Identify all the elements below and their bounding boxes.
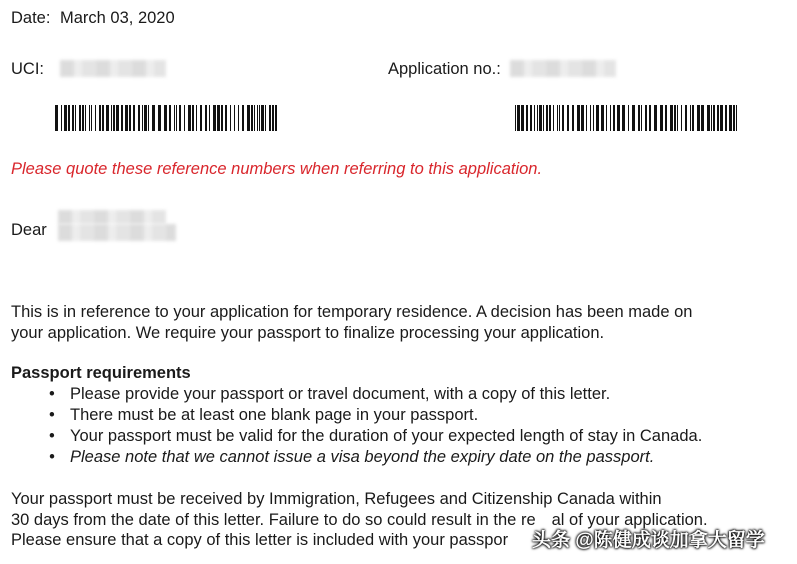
- barcode-bar: [517, 105, 520, 131]
- barcode-bar: [247, 105, 250, 131]
- barcode-bar: [209, 105, 210, 131]
- barcode-bar: [242, 105, 244, 131]
- barcode-bar: [75, 105, 76, 131]
- barcode-bar: [125, 105, 128, 131]
- barcode-bar: [205, 105, 207, 131]
- intro-line-2: your application. We require your passport to finalize processing your application.: [11, 323, 605, 342]
- barcode-bar: [116, 105, 119, 131]
- bullet: •: [49, 427, 55, 445]
- barcode-bar: [174, 105, 175, 131]
- barcode-bar: [638, 105, 640, 131]
- barcode-bar: [654, 105, 657, 131]
- barcode-bar: [586, 105, 587, 131]
- barcode-bar: [152, 105, 155, 131]
- barcode-bar: [138, 105, 140, 131]
- barcode-bar: [213, 105, 216, 131]
- watermark: 头条 @陈健成谈加拿大留学: [532, 530, 765, 551]
- barcode-bar: [61, 105, 62, 131]
- barcode-bar: [221, 105, 223, 131]
- barcode-bar: [521, 105, 524, 131]
- barcode-bar: [649, 105, 651, 131]
- barcode-bar: [733, 105, 735, 131]
- date-label: Date:: [11, 9, 51, 27]
- barcode-bar: [549, 105, 551, 131]
- barcode-bar: [613, 105, 615, 131]
- list-item: [11, 447, 702, 468]
- list-item-text: There must be at least one blank page in your passport.: [70, 406, 479, 424]
- barcode-bar: [200, 105, 202, 131]
- recipient-name-redacted: [58, 210, 166, 224]
- barcode-bar: [79, 105, 81, 131]
- barcode-bar: [546, 105, 548, 131]
- barcode-bar: [596, 105, 599, 131]
- bullet: •: [49, 385, 55, 403]
- barcode-bar: [632, 105, 635, 131]
- barcode-bar: [184, 105, 185, 131]
- barcode-bar: [261, 105, 264, 131]
- barcode-bar: [144, 105, 147, 131]
- barcode-bar: [622, 105, 625, 131]
- barcode-bar: [660, 105, 663, 131]
- barcode-bar: [225, 105, 227, 131]
- application-barcode: [515, 105, 739, 131]
- barcode-bar: [64, 105, 67, 131]
- barcode-bar: [606, 105, 607, 131]
- barcode-bar: [99, 105, 101, 131]
- barcode-bar: [674, 105, 676, 131]
- barcode-bar: [217, 105, 220, 131]
- salutation: Dear: [11, 221, 47, 239]
- barcode-bar: [148, 105, 149, 131]
- barcode-bar: [95, 105, 96, 131]
- barcode-bar: [188, 105, 191, 131]
- barcode-bar: [113, 105, 115, 131]
- barcode-bar: [129, 105, 131, 131]
- barcode-bar: [645, 105, 647, 131]
- barcode-bar: [238, 105, 239, 131]
- barcode-bar: [681, 105, 682, 131]
- barcode-bar: [257, 105, 258, 131]
- uci-label: UCI:: [11, 60, 44, 78]
- barcode-bar: [179, 105, 181, 131]
- barcode-bar: [275, 105, 277, 131]
- barcode-bar: [265, 105, 266, 131]
- barcode-bar: [530, 105, 532, 131]
- list-item-text: Please provide your passport or travel document, with a copy of this letter.: [70, 385, 611, 403]
- barcode-bar: [537, 105, 538, 131]
- barcode-bar: [736, 105, 737, 131]
- application-number-label: Application no.:: [388, 60, 501, 78]
- barcode-bar: [677, 105, 678, 131]
- barcode-bar: [577, 105, 580, 131]
- intro-line-1: This is in reference to your application for temporary residence. A decision has been made on: [11, 303, 693, 321]
- barcode-bar: [553, 105, 554, 131]
- barcode-bar: [111, 105, 112, 131]
- uci-redacted: [60, 60, 166, 77]
- uci-barcode: [55, 105, 278, 131]
- barcode-bar: [169, 105, 171, 131]
- barcode-bar: [707, 105, 710, 131]
- list-item-text: Please note that we cannot issue a visa beyond the expiry date on the passport.: [70, 448, 655, 466]
- barcode-bar: [692, 105, 694, 131]
- barcode-bar: [234, 105, 235, 131]
- closing-line-2-end: al of your application.: [551, 510, 708, 529]
- date-value: March 03, 2020: [60, 9, 175, 27]
- reference-note: Please quote these reference numbers when referring to this application.: [11, 160, 543, 178]
- barcode-bar: [670, 105, 673, 131]
- barcode-bar: [717, 105, 719, 131]
- barcode-bar: [515, 105, 516, 131]
- barcode-bar: [641, 105, 642, 131]
- barcode-bar: [251, 105, 253, 131]
- barcode-bar: [601, 105, 604, 131]
- barcode-bar: [572, 105, 574, 131]
- barcode-bar: [562, 105, 564, 131]
- passport-requirements-list: [11, 384, 702, 468]
- passport-requirements-heading: Passport requirements: [11, 364, 191, 382]
- intro-paragraph: [11, 302, 771, 343]
- list-item: [11, 384, 702, 405]
- list-item-text: Your passport must be valid for the duration of your expected length of stay in Canada.: [70, 427, 703, 445]
- barcode-bar: [72, 105, 74, 131]
- barcode-bar: [610, 105, 611, 131]
- barcode-bar: [539, 105, 542, 131]
- barcode-bar: [158, 105, 161, 131]
- barcode-bar: [526, 105, 528, 131]
- barcode-bar: [711, 105, 712, 131]
- barcode-bar: [720, 105, 723, 131]
- barcode-bar: [176, 105, 177, 131]
- barcode-bar: [254, 105, 255, 131]
- barcode-bar: [543, 105, 544, 131]
- barcode-bar: [85, 105, 86, 131]
- barcode-bar: [55, 105, 58, 131]
- barcode-bar: [690, 105, 691, 131]
- barcode-bar: [82, 105, 84, 131]
- barcode-bar: [713, 105, 715, 131]
- barcode-bar: [593, 105, 594, 131]
- application-number-redacted: [510, 60, 616, 77]
- barcode-bar: [559, 105, 560, 131]
- barcode-bar: [89, 105, 90, 131]
- barcode-bar: [617, 105, 620, 131]
- bullet: •: [49, 448, 55, 466]
- barcode-bar: [164, 105, 167, 131]
- barcode-bar: [196, 105, 197, 131]
- barcode-bar: [567, 105, 569, 131]
- barcode-bar: [142, 105, 143, 131]
- closing-line-1: Your passport must be received by Immigration, Refugees and Citizenship Canada within: [11, 490, 662, 508]
- barcode-bar: [133, 105, 135, 131]
- barcode-bar: [534, 105, 535, 131]
- closing-line-3: Please ensure that a copy of this letter is included with your passpor: [11, 531, 509, 549]
- barcode-bar: [697, 105, 700, 131]
- list-item: [11, 405, 702, 426]
- recipient-name-redacted-2: [58, 224, 176, 241]
- barcode-bar: [628, 105, 629, 131]
- barcode-bar: [102, 105, 104, 131]
- barcode-bar: [192, 105, 194, 131]
- barcode-bar: [259, 105, 260, 131]
- list-item: [11, 426, 702, 447]
- barcode-bar: [272, 105, 274, 131]
- barcode-bar: [701, 105, 704, 131]
- barcode-bar: [581, 105, 584, 131]
- barcode-bar: [68, 105, 70, 131]
- barcode-bar: [590, 105, 591, 131]
- barcode-bar: [557, 105, 558, 131]
- barcode-bar: [269, 105, 271, 131]
- barcode-bar: [230, 105, 231, 131]
- barcode-bar: [685, 105, 687, 131]
- barcode-bar: [91, 105, 92, 131]
- barcode-bar: [121, 105, 123, 131]
- bullet: •: [49, 406, 55, 424]
- barcode-bar: [725, 105, 727, 131]
- closing-line-2-start: 30 days from the date of this letter. Failure to do so could result in the re: [11, 510, 536, 529]
- barcode-bar: [106, 105, 109, 131]
- barcode-bar: [665, 105, 667, 131]
- barcode-bar: [729, 105, 732, 131]
